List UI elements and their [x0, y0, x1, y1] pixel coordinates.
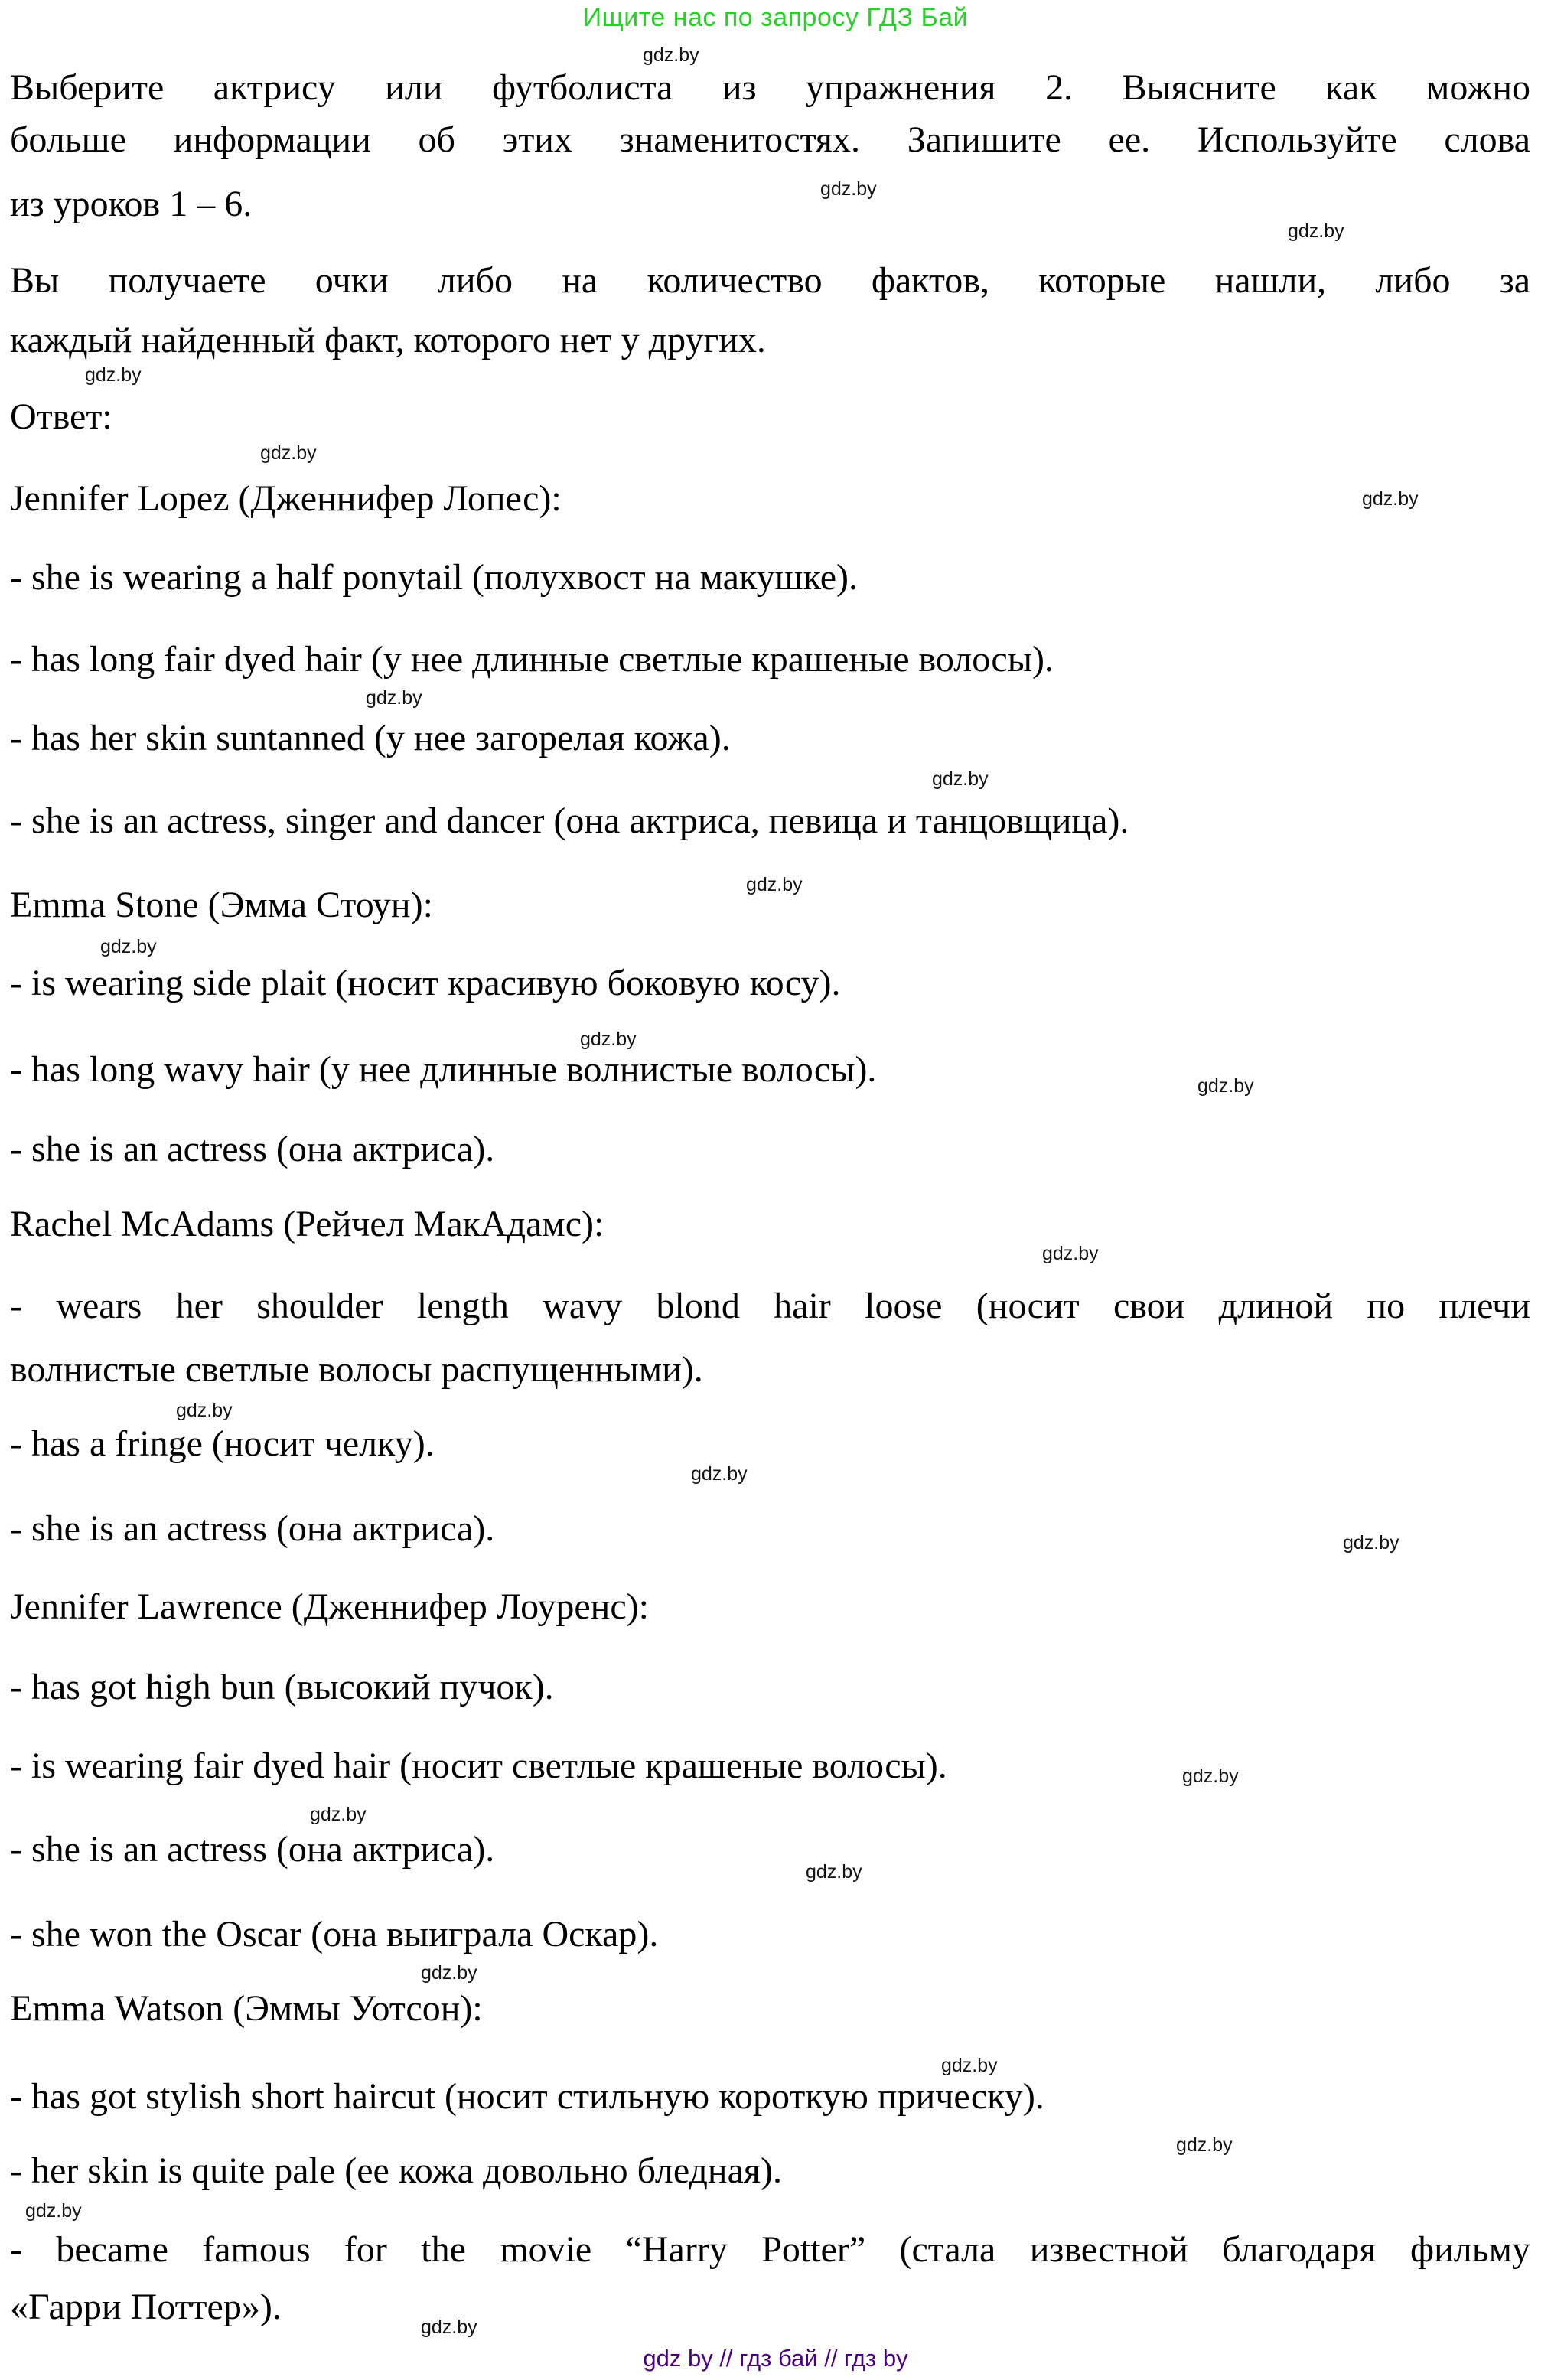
- doc-line-17: - wears her shoulder length wavy blond hair loose (носит свои длиной по плечи: [10, 1286, 1530, 1326]
- gdz-watermark-10: gdz.by: [100, 936, 157, 957]
- doc-line-29: - became famous for the movie “Harry Potter” (стала известной благодаря фильму: [10, 2229, 1530, 2270]
- doc-line-3: из уроков 1 – 6.: [10, 184, 253, 224]
- doc-line-23: - is wearing fair dyed hair (носит светлые крашеные волосы).: [10, 1746, 947, 1786]
- gdz-watermark-21: gdz.by: [941, 2055, 998, 2076]
- doc-line-20: - she is an actress (она актриса).: [10, 1508, 495, 1549]
- doc-line-2: больше информации об этих знаменитостях. Запишите ее. Используйте слова: [10, 119, 1530, 160]
- doc-line-11: - she is an actress, singer and dancer (она актриса, певица и танцовщица).: [10, 800, 1129, 841]
- doc-line-28: - her skin is quite pale (ее кожа довольно бледная).: [10, 2150, 782, 2191]
- doc-line-6: Ответ:: [10, 396, 112, 437]
- gdz-watermark-23: gdz.by: [25, 2200, 82, 2222]
- doc-line-12: Emma Stone (Эмма Стоун):: [10, 885, 433, 925]
- doc-line-13: - is wearing side plait (носит красивую боковую косу).: [10, 963, 841, 1003]
- gdz-watermark-18: gdz.by: [310, 1804, 367, 1825]
- doc-line-21: Jennifer Lawrence (Дженнифер Лоуренс):: [10, 1586, 649, 1627]
- doc-line-9: - has long fair dyed hair (у нее длинные светлые крашеные волосы).: [10, 639, 1054, 680]
- gdz-watermark-6: gdz.by: [1362, 488, 1419, 510]
- doc-line-4: Вы получаете очки либо на количество фактов, которые нашли, либо за: [10, 260, 1530, 301]
- gdz-watermark-1: gdz.by: [643, 44, 699, 66]
- gdz-watermark-3: gdz.by: [1288, 220, 1344, 242]
- gdz-watermark-13: gdz.by: [1042, 1243, 1099, 1264]
- doc-line-8: - she is wearing a half ponytail (полухвост на макушке).: [10, 557, 858, 598]
- gdz-watermark-19: gdz.by: [806, 1861, 862, 1883]
- gdz-watermark-12: gdz.by: [1197, 1075, 1254, 1097]
- doc-line-16: Rachel McAdams (Рейчел МакАдамс):: [10, 1204, 604, 1244]
- gdz-watermark-8: gdz.by: [932, 768, 989, 790]
- doc-line-10: - has her skin suntanned (у нее загорелая кожа).: [10, 718, 731, 758]
- gdz-watermark-2: gdz.by: [820, 178, 877, 200]
- doc-line-7: Jennifer Lopez (Дженнифер Лопес):: [10, 478, 562, 519]
- gdz-watermark-17: gdz.by: [1182, 1765, 1239, 1787]
- gdz-watermark-15: gdz.by: [691, 1463, 748, 1485]
- gdz-watermark-24: gdz.by: [421, 2316, 477, 2338]
- doc-line-15: - she is an actress (она актриса).: [10, 1129, 495, 1169]
- doc-line-19: - has a fringe (носит челку).: [10, 1423, 435, 1464]
- gdz-watermark-14: gdz.by: [176, 1400, 233, 1421]
- gdz-watermark-20: gdz.by: [421, 1962, 477, 1984]
- doc-line-5: каждый найденный факт, которого нет у других.: [10, 320, 766, 360]
- doc-line-25: - she won the Oscar (она выиграла Оскар).: [10, 1914, 659, 1955]
- doc-line-24: - she is an actress (она актриса).: [10, 1829, 495, 1870]
- gdz-watermark-9: gdz.by: [746, 874, 803, 895]
- gdz-watermark-11: gdz.by: [580, 1029, 637, 1050]
- gdz-watermark-16: gdz.by: [1343, 1532, 1399, 1554]
- gdz-watermark-4: gdz.by: [85, 364, 142, 386]
- gdz-watermark-5: gdz.by: [260, 442, 317, 464]
- doc-line-1: Выберите актрису или футболиста из упражнения 2. Выясните как можно: [10, 67, 1530, 108]
- gdz-watermark-22: gdz.by: [1176, 2134, 1233, 2156]
- doc-line-26: Emma Watson (Эммы Уотсон):: [10, 1988, 483, 2029]
- promo-header-text: Ищите нас по запросу ГДЗ Бай: [582, 3, 969, 32]
- doc-line-30: «Гарри Поттер»).: [10, 2287, 282, 2327]
- doc-line-27: - has got stylish short haircut (носит стильную короткую прическу).: [10, 2076, 1044, 2117]
- doc-line-14: - has long wavy hair (у нее длинные волнистые волосы).: [10, 1049, 877, 1090]
- gdz-watermark-7: gdz.by: [366, 687, 422, 709]
- promo-footer-text: gdz by // гдз бай // гдз by: [643, 2345, 908, 2372]
- doc-line-22: - has got high bun (высокий пучок).: [10, 1667, 554, 1707]
- doc-line-18: волнистые светлые волосы распущенными).: [10, 1349, 703, 1390]
